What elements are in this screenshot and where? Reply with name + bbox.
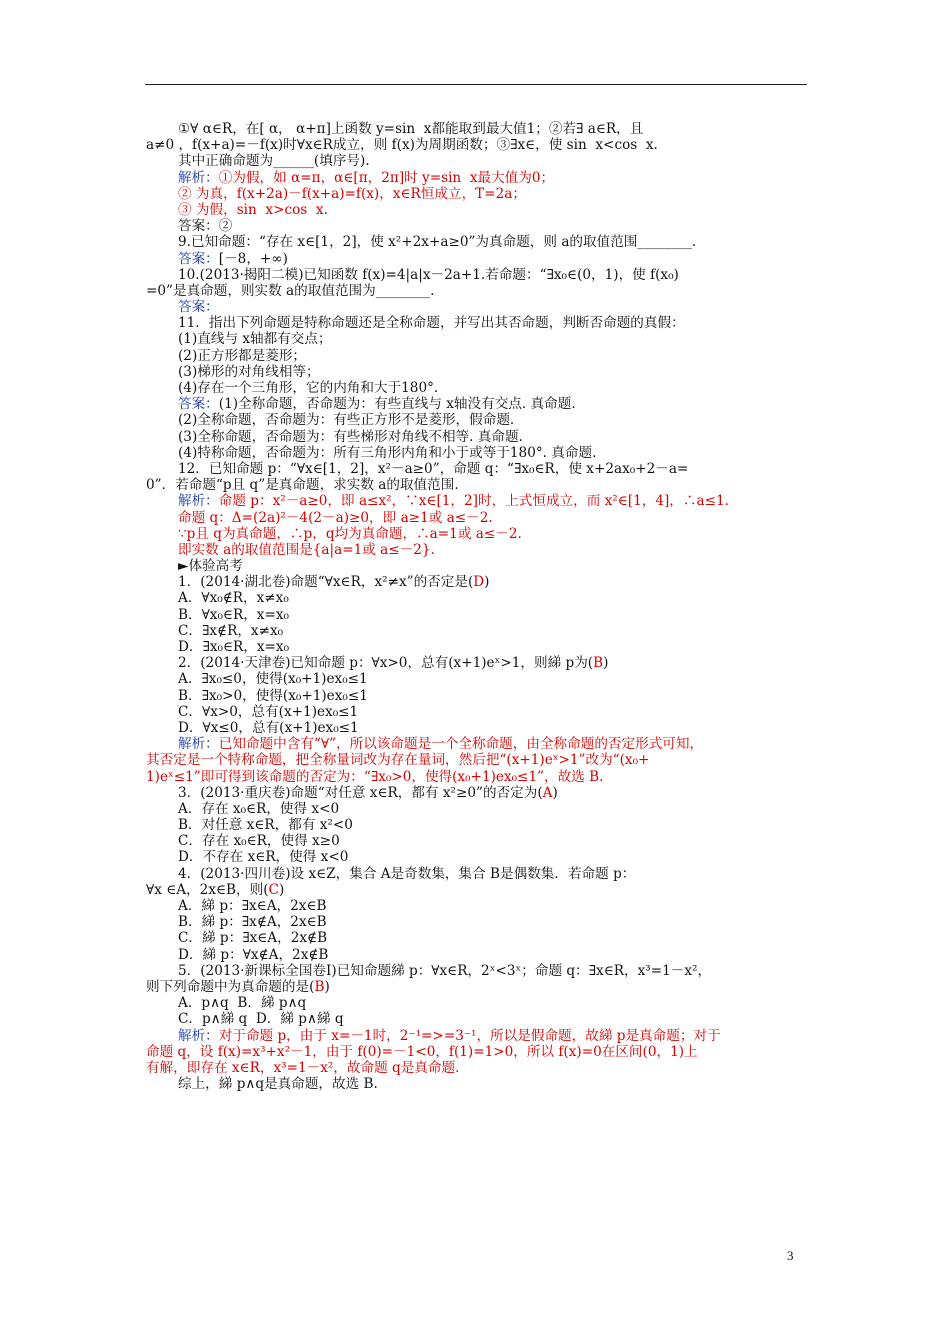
- text-line: [146, 1060, 808, 1076]
- text-line: [178, 267, 808, 283]
- text-line: [178, 1076, 808, 1092]
- page-number: 3: [787, 1248, 794, 1263]
- text-line: [178, 655, 808, 671]
- solution-text: C: [268, 881, 279, 898]
- text-line: [178, 429, 808, 445]
- text-line: [178, 170, 808, 186]
- text-run: (1)直线与 x轴都有交点；: [178, 331, 332, 348]
- solution-text: 命题 q：Δ=(2a)²－4(2－a)≥0，即 a≥1或 a≤－2.: [178, 509, 493, 526]
- text-line: [178, 898, 808, 914]
- text-line: [178, 412, 808, 428]
- text-run: 11．指出下列命题是特称命题还是全称命题，并写出其否命题，判断否命题的真假：: [178, 315, 685, 332]
- text-run: (3)梯形的对角线相等；: [178, 363, 320, 380]
- text-line: [178, 671, 808, 687]
- solution-text: 已知命题中含有“∀”，所以该命题是一个全称命题，由全称命题的否定形式可知，: [218, 736, 704, 753]
- text-run: 2．(2014·天津卷)已知命题 p：∀x>0，总有(x+1)eˣ>1，则綈 p为(: [178, 655, 594, 672]
- text-run: 0”．若命题“p且 q”是真命题，求实数 a的取值范围.: [146, 477, 459, 494]
- text-run: A．存在 x₀∈R，使得 x<0: [178, 800, 340, 817]
- text-run: 5．(2013·新课标全国卷Ⅰ)已知命题綈 p：∀x∈R，2ˣ<3ˣ；命题 q：∃x∈R，x³=1－x²，: [178, 962, 712, 979]
- text-line: [178, 963, 808, 979]
- text-run: B．∃x₀>0，使得(x₀+1)ex₀≤1: [178, 687, 368, 704]
- text-line: [178, 720, 808, 736]
- text-run: 其中正确命题为______(填序号).: [178, 153, 370, 170]
- text-line: [146, 1044, 808, 1060]
- solution-text: ∵p且 q为真命题，∴p，q均为真命题，∴a=1或 a≤－2.: [178, 525, 522, 542]
- text-line: [178, 817, 808, 833]
- text-run: A．∃x₀≤0，使得(x₀+1)ex₀≤1: [178, 671, 368, 688]
- text-line: [178, 866, 808, 882]
- text-line: [178, 590, 808, 606]
- text-run: ): [484, 574, 490, 591]
- solution-text: 有解，即存在 x∈R，x³=1－x²，故命题 q是真命题.: [146, 1059, 460, 1076]
- text-line: [178, 186, 808, 202]
- header-rule: [145, 84, 807, 85]
- text-run: ①∀ α∈R，在[ α， α+π]上函数 y=sin x都能取到最大值1；②若∃ a∈R，且: [178, 121, 644, 137]
- text-run: =0”是真命题，则实数 a的取值范围为________.: [146, 282, 435, 299]
- text-run: C．∃x∉R，x≠x₀: [178, 622, 284, 639]
- section-label: 答案：: [178, 299, 219, 316]
- text-run: D．∀x≤0，总有(x+1)ex₀≤1: [178, 719, 359, 736]
- text-run: B．綈 p：∃x∉A，2x∈B: [178, 914, 327, 931]
- text-line: [178, 348, 808, 364]
- text-line: [178, 995, 808, 1011]
- text-line: [178, 461, 808, 477]
- text-line: [178, 623, 808, 639]
- text-run: 答案：②: [178, 218, 233, 235]
- solution-text: B: [314, 978, 325, 995]
- text-line: [178, 202, 808, 218]
- text-line: [178, 1011, 808, 1027]
- solution-text: 对于命题 p，由于 x=－1时，2⁻¹=>=3⁻¹，所以是假命题，故綈 p是真命题；对于: [218, 1027, 721, 1044]
- text-run: A．綈 p：∃x∈A，2x∈B: [178, 898, 327, 914]
- text-run: 1．(2014·湖北卷)命题“∀x∈R，x²≠x”的否定是(: [178, 574, 474, 591]
- text-run: B．对任意 x∈R，都有 x²<0: [178, 817, 353, 834]
- text-run: D．∃x₀∈R，x=x₀: [178, 639, 290, 655]
- solution-text: 1)eˣ≤1”即可得到该命题的否定为：“∃x₀>0，使得(x₀+1)ex₀≤1”，故选 B.: [146, 768, 604, 785]
- text-line: [178, 930, 808, 946]
- solution-text: 即实数 a的取值范围是{a|a=1或 a≤－2}.: [178, 541, 435, 558]
- text-line: [178, 736, 808, 752]
- text-line: [178, 574, 808, 590]
- solution-text: ② 为真，f(x+2a)－f(x+a)=f(x)，x∈R恒成立，T=2a；: [178, 185, 526, 202]
- text-line: [178, 153, 808, 169]
- text-line: [178, 121, 808, 137]
- text-line: [178, 785, 808, 801]
- text-run: (2)正方形都是菱形；: [178, 347, 307, 364]
- text-run: (1)全称命题，否命题为：有些直线与 x轴没有交点. 真命题.: [218, 396, 576, 413]
- text-line: [146, 979, 808, 995]
- section-label: 解析：: [178, 1027, 219, 1044]
- solution-text: 命题 p：x²－a≥0，即 a≤x²，∵x∈[1，2]时，上式恒成立，而 x²∈[1，4]，∴a≤1.: [218, 493, 729, 510]
- text-line: [146, 477, 808, 493]
- text-line: [178, 251, 808, 267]
- text-run: ): [603, 655, 609, 672]
- text-run: 则下列命题中为真命题的是(: [146, 978, 315, 995]
- text-run: ): [552, 784, 558, 801]
- text-run: A．∀x₀∉R，x≠x₀: [178, 590, 289, 607]
- text-line: [178, 833, 808, 849]
- section-label: 解析：: [178, 493, 219, 510]
- text-run: 4．(2013·四川卷)设 x∈Z，集合 A是奇数集，集合 B是偶数集．若命题 p：: [178, 865, 636, 882]
- text-run: ∀x ∈A，2x∈B，则(: [146, 881, 269, 898]
- text-run: C．綈 p：∃x∈A，2x∉B: [178, 930, 328, 947]
- text-line: [178, 218, 808, 234]
- solution-text: ③ 为假，sin x>cos x.: [178, 201, 328, 218]
- text-run: [－8，+∞): [218, 250, 288, 267]
- solution-text: B: [593, 655, 604, 672]
- text-run: ►体验高考: [178, 558, 243, 575]
- text-line: [178, 526, 808, 542]
- text-line: [146, 882, 808, 898]
- text-line: [178, 331, 808, 347]
- text-run: 3．(2013·重庆卷)命题“对任意 x∈R，都有 x²≥0”的否定为(: [178, 784, 543, 801]
- text-run: a≠0 ，f(x+a)=－f(x)时∀x∈R成立，则 f(x)为周期函数；③∃x∈，使 sin x<cos x.: [146, 137, 658, 154]
- text-run: D．不存在 x∈R，使得 x<0: [178, 849, 349, 866]
- text-line: [178, 299, 808, 315]
- text-line: [178, 947, 808, 963]
- text-run: 9.已知命题：“存在 x∈[1，2]，使 x²+2x+a≥0”为真命题，则 a的取值范围________.: [178, 234, 697, 251]
- text-line: [178, 688, 808, 704]
- text-line: [178, 396, 808, 412]
- text-line: [178, 315, 808, 331]
- solution-text: 命题 q，设 f(x)=x³+x²－1，由于 f(0)=－1<0，f(1)=1>0，所以 f(x)=0在区间(0，1)上: [146, 1043, 698, 1060]
- text-line: [178, 493, 808, 509]
- section-label: 答案：: [178, 396, 219, 413]
- text-line: [178, 914, 808, 930]
- text-run: ): [278, 881, 285, 898]
- text-run: D．綈 p：∀x∉A，2x∉B: [178, 946, 329, 963]
- text-line: [146, 769, 808, 785]
- document-body: [146, 121, 808, 1093]
- text-line: [146, 137, 808, 153]
- text-line: [178, 558, 808, 574]
- text-line: [178, 542, 808, 558]
- solution-text: A: [542, 784, 553, 801]
- text-run: (4)存在一个三角形，它的内角和大于180°.: [178, 380, 439, 396]
- text-run: 12．已知命题 p：“∀x∈[1，2]，x²－a≥0”，命题 q：“∃x₀∈R，使 x+2ax₀+2－a=: [178, 460, 689, 477]
- text-line: [146, 752, 808, 768]
- text-run: (3)全称命题，否命题为：有些梯形对角线不相等. 真命题.: [178, 428, 523, 445]
- text-line: [178, 849, 808, 865]
- solution-text: 其否定是一个特称命题，把全称量词改为存在量词，然后把“(x+1)eˣ>1”改为“(x₀+: [146, 752, 650, 769]
- text-line: [178, 639, 808, 655]
- text-run: (4)特称命题，否命题为：所有三角形内角和小于或等于180°. 真命题.: [178, 444, 597, 461]
- section-label: 答案：: [178, 250, 219, 267]
- text-run: ): [324, 978, 330, 995]
- text-run: (2)全称命题，否命题为：有些正方形不是菱形，假命题.: [178, 412, 515, 429]
- text-run: C．∀x>0，总有(x+1)ex₀≤1: [178, 703, 359, 720]
- text-run: A．p∧q B．綈 p∧q: [178, 995, 307, 1012]
- text-line: [178, 704, 808, 720]
- section-label: 解析：: [178, 736, 219, 753]
- text-line: [178, 607, 808, 623]
- solution-text: ①为假，如 α=π，α∈[π，2π]时 y=sin x最大值为0；: [218, 169, 555, 186]
- text-run: 综上，綈 p∧q是真命题，故选 B.: [178, 1076, 378, 1093]
- text-line: [178, 234, 808, 250]
- text-run: C．p∧綈 q D．綈 p∧綈 q: [178, 1011, 344, 1028]
- text-run: 10.(2013·揭阳二模)已知函数 f(x)=4|a|x－2a+1.若命题：“∃x₀∈(0，1)，使 f(x₀): [178, 266, 679, 283]
- section-label: 解析：: [178, 169, 219, 186]
- text-line: [178, 1028, 808, 1044]
- solution-text: D: [473, 574, 485, 591]
- text-line: [178, 445, 808, 461]
- text-line: [146, 283, 808, 299]
- text-line: [178, 380, 808, 396]
- text-line: [178, 364, 808, 380]
- text-line: [178, 510, 808, 526]
- text-line: [178, 801, 808, 817]
- text-run: C．存在 x₀∈R，使得 x≥0: [178, 833, 340, 850]
- text-run: B．∀x₀∈R，x=x₀: [178, 606, 289, 623]
